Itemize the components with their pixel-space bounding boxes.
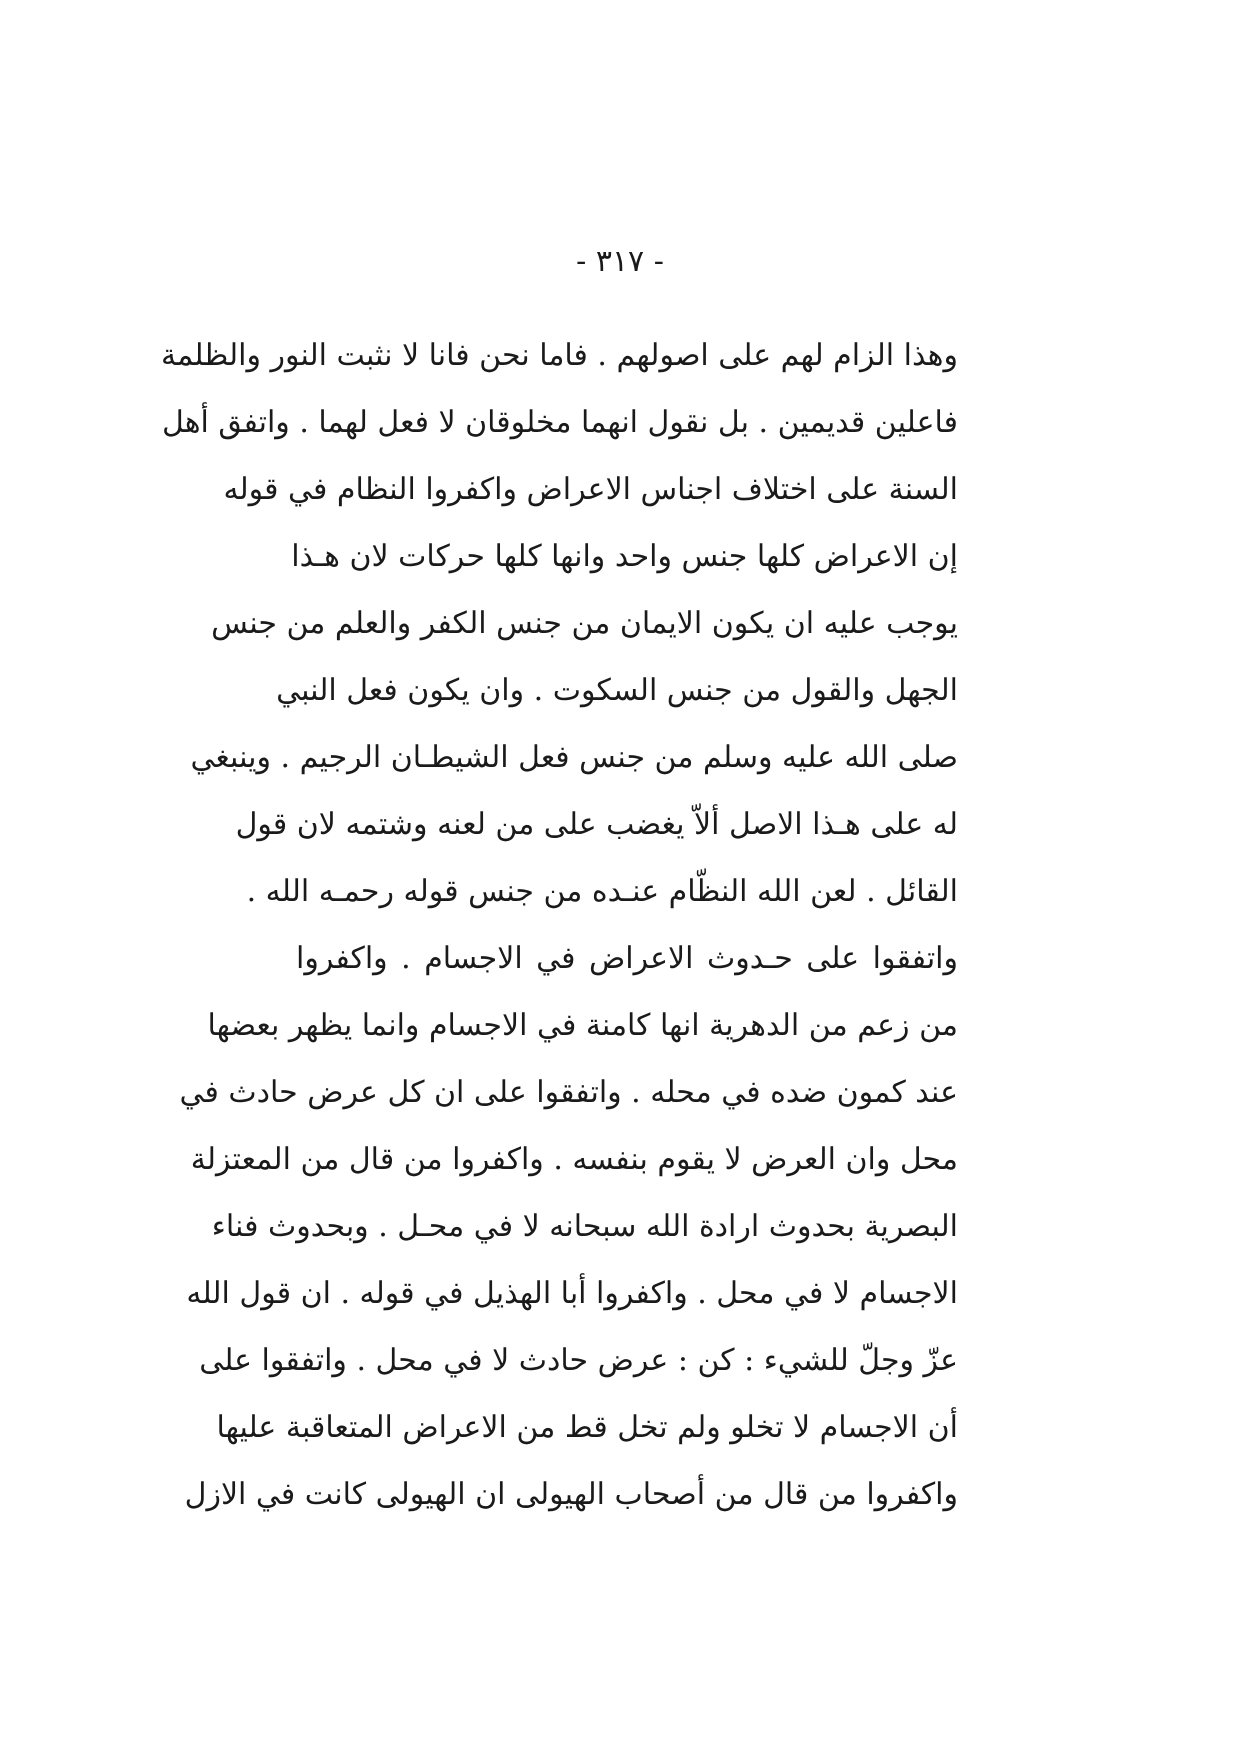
text-line: محل وان العرض لا يقوم بنفسه . واكفروا من قال من المعتزلة: [190, 1142, 958, 1177]
text-line: واتفقوا على حـدوث الاعراض في الاجسام . واكفروا: [296, 941, 958, 976]
text-line: عزّ وجلّ للشيء : كن : عرض حادث لا في محل . واتفقوا على: [199, 1343, 958, 1378]
text-line: واكفروا من قال من أصحاب الهيولى ان الهيولى كانت في الازل: [184, 1477, 958, 1512]
text-line: من زعم من الدهرية انها كامنة في الاجسام وانما يظهر بعضها: [207, 1008, 958, 1043]
text-line: البصرية بحدوث ارادة الله سبحانه لا في محـل . وبحدوث فناء: [211, 1209, 958, 1244]
body-text: [161, 322, 958, 1528]
text-line: أن الاجسام لا تخلو ولم تخل قط من الاعراض المتعاقبة عليها: [216, 1410, 958, 1445]
text-line: إن الاعراض كلها جنس واحد وانها كلها حركات لان هـذا: [291, 539, 958, 574]
text-line: الجهل والقول من جنس السكوت . وان يكون فعل النبي: [276, 673, 958, 708]
text-line: السنة على اختلاف اجناس الاعراض واكفروا النظام في قوله: [223, 472, 958, 507]
text-line: القائل . لعن الله النظّام عنـده من جنس قوله رحمـه الله .: [246, 874, 958, 909]
text-line: فاعلين قديمين . بل نقول انهما مخلوقان لا فعل لهما . واتفق أهل: [162, 405, 958, 440]
text-line: يوجب عليه ان يكون الايمان من جنس الكفر والعلم من جنس: [211, 606, 958, 641]
page-number: - ٣١٧ -: [576, 244, 664, 279]
text-line: صلى الله عليه وسلم من جنس فعل الشيطـان الرجيم . وينبغي: [190, 740, 958, 775]
text-line: عند كمون ضده في محله . واتفقوا على ان كل عرض حادث في: [179, 1075, 958, 1110]
text-line: وهذا الزام لهم على اصولهم . فاما نحن فانا لا نثبت النور والظلمة: [161, 338, 958, 373]
text-line: الاجسام لا في محل . واكفروا أبا الهذيل في قوله . ان قول الله: [186, 1276, 958, 1311]
text-line: له على هـذا الاصل ألاّ يغضب على من لعنه وشتمه لان قول: [235, 807, 958, 842]
